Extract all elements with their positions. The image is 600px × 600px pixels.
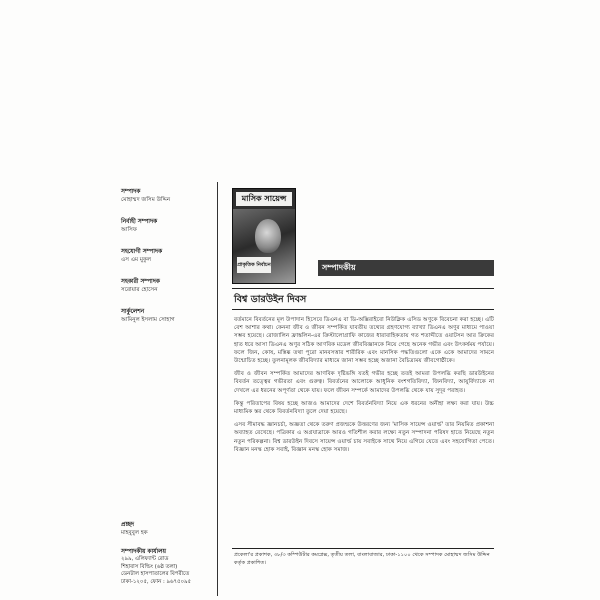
masthead-column	[117, 182, 218, 596]
divider	[232, 309, 494, 310]
imprint-line: প্রকেলা'র প্রকাশক, ৩৮/৩ কম্পিউটার কমপ্লেক্স, তৃতীয় তলা, বাংলাবাজার, ঢাকা-১১০০ থেকে সম্পাদক মোহাম্মদ জসিম উদ্দিন কর্তৃক প্রকাশিত।	[234, 552, 490, 566]
article-paragraph: এসব সীমাবদ্ধ জ্ঞানচর্চা, অজ্ঞতা থেকে তরুণ প্রজন্মকে উত্তরণের জন্য 'মাসিক সায়েন্স ওয়ার্ল্ড' তার নিয়মিত প্রকাশনা অব্যাহত রেখেছে। পত্রিকার এ অগ্রযাত্রাকে আরও গতিশীল করার লক্ষ্যে নতুন সম্পাদনা পরিষদ হাতে নিয়েছে নতুন নতুন পরিকল্পনা। বিশ্ব ডারউইন দিবসে সায়েন্স ওয়ার্ল্ড চায় সবাইকে সাথে নিয়ে এগিয়ে যেতে এবং সহযোগিতা পেতে। বিজ্ঞান মনস্ক হোক সবাই, বিজ্ঞান মনস্ক হোক সমাজ।	[234, 422, 494, 453]
article-body	[234, 316, 494, 459]
article-paragraph: কিন্তু পরিতাপের বিষয় হচ্ছে আজও আমাদের দেশে বিবর্তনবিদ্যা নিয়ে এক ধরনের অনীহা লক্ষ্য করা যায়। উচ্চ মাধ্যমিক স্তর থেকে বিবর্তনবিদ্যা তুলে দেয়া হয়েছে।	[234, 400, 494, 416]
associate-editor-label: সহযোগী সম্পাদক	[121, 249, 163, 255]
office-label: সম্পাদকীয় কার্যালয়	[121, 549, 166, 555]
divider	[232, 548, 494, 549]
office-line: ২৯৯, এলিফ্যান্ট রোড	[121, 556, 169, 562]
magazine-cover-thumbnail	[232, 188, 296, 284]
exec-editor-label: নির্বাহী সম্পাদক	[121, 219, 158, 225]
office-line: শিহাবাস বিল্ডিং (৬ষ্ঠ তলা)	[121, 563, 178, 570]
assistant-editor-label: সহকারী সম্পাদক	[121, 279, 160, 285]
assistant-editor-credit	[121, 278, 216, 294]
office-line: ঢাকা-১২০৫, ফোন : ৯৬৭৫০৯৫	[121, 578, 191, 585]
article-paragraph: জীব ও জীবন সম্পর্কিত আমাদের আণবিক দৃষ্টিভঙ্গি যতই গভীর হচ্ছে ততই আমরা উপলব্ধি করছি ডারউইনের বিবর্তন তত্ত্বের গভীরতা এবং গুরুত্ব। বিবর্তনের আলোকে আধুনিক বংশগতিবিদ্যা, জিনবিদ্যা, আয়ুর্বিদ্যাকে না দেখলে এর ধরনের অপূর্ণতা থেকে যায়। ফলে জীবন সম্পর্কে আমাদের উপলব্ধি থেকে যায় সুদূর পরাহত।	[234, 371, 494, 394]
circulation-name: আমিনুল ইসলাম সোহাগ	[121, 317, 175, 323]
assistant-editor-name: সরোয়ার হোসেন	[121, 287, 158, 293]
cover-name: মাহবুবুল হক	[121, 530, 148, 536]
office-address	[121, 548, 216, 586]
exec-editor-credit	[121, 218, 216, 234]
associate-editor-name: এস এম মুকুল	[121, 257, 152, 263]
cover-photo	[233, 209, 295, 283]
editor-name: মোহাম্মদ জসিম উদ্দিন	[121, 197, 171, 203]
cover-credit	[121, 521, 216, 537]
cover-title: মাসিক সায়েন্স	[236, 192, 292, 206]
office-line: ডেনটাল হাসপাতালের বিপরীতে	[121, 571, 190, 577]
associate-editor-credit	[121, 248, 216, 264]
divider	[232, 288, 494, 289]
cover-subtitle: প্রাকৃতিক নির্বাচন	[237, 257, 271, 273]
cover-label: প্রচ্ছদ	[121, 522, 134, 528]
article-title: বিশ্ব ডারউইন দিবস	[234, 294, 307, 305]
article-paragraph: বর্তমানে বিবর্তনের মূল উপাদান হিসেবে ডিএনএ বা ডি-অক্সিরাইবো নিউক্লিক এসিড অণুকে বিবেচনা করা হচ্ছে। এটি বেশ আশার কথা। কেননা জীব ও জীবন সম্পর্কিত যাবতীয় তথ্যের গ্রহণযোগ্য ব্যাখ্যা ডিএনএ অণুর মাধ্যমে পাওয়া সম্ভব হয়েছে। রোজালিন ফ্রাঙ্কলিন-এর ক্রিস্টালোগ্রাফি কাজের ধারাবাহিকতায় গত শতাব্দীতে ওয়াটসন আর ক্রিকের হাত ধরে আসা ডিএনএ অণুর সঠিক আণবিক মডেল জীববিজ্ঞানকে নিয়ে গেছে অনেক গভীর এবং উৎকর্ষময় পর্যায়ে। ফলে জিন, কোষ, মস্তিষ্ক তথা পুরো মানবসত্তার শারীরিক এবং মানসিক পদ্ধতিগুলো একে একে আমাদের সামনে উন্মোচিত হচ্ছে। তুলনামূলক জীববিদ্যার মাধ্যমে জানা সম্ভব হচ্ছে অজানা বৈচিত্র্যময় জীবগোষ্ঠীকে।	[234, 317, 494, 365]
editor-label: সম্পাদক	[121, 189, 141, 195]
circulation-credit	[121, 308, 216, 324]
editor-credit	[121, 188, 216, 204]
circulation-label: সার্কুলেশন	[121, 309, 145, 315]
exec-editor-name: আসিফ	[121, 227, 137, 233]
section-header-bar: সম্পাদকীয়	[318, 260, 494, 276]
portrait-image	[255, 219, 281, 253]
